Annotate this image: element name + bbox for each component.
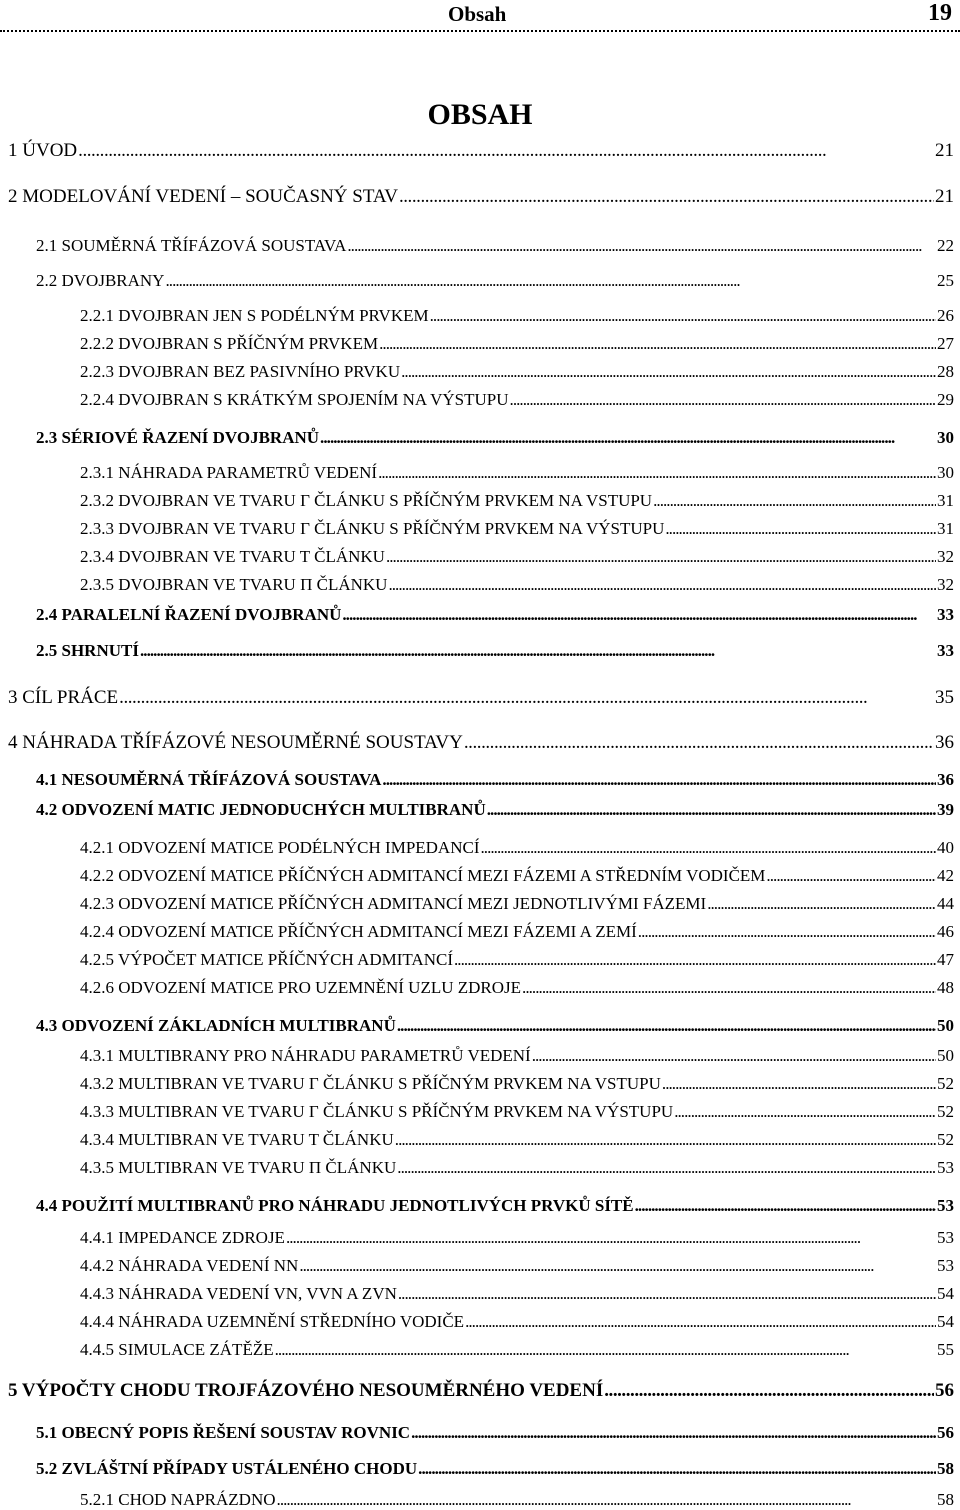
toc-entry[interactable]	[36, 1196, 954, 1216]
toc-dot-leader	[119, 687, 934, 709]
toc-entry-page: 47	[937, 950, 954, 969]
toc-entry-page: 30	[937, 428, 954, 447]
toc-entry-title: 5.2.1 CHOD NAPRÁZDNO	[80, 1490, 276, 1509]
toc-entry[interactable]	[80, 1046, 954, 1066]
toc-dot-leader	[480, 838, 936, 858]
toc-dot-leader	[388, 575, 936, 595]
toc-dot-leader	[347, 236, 936, 256]
toc-entry-page: 58	[937, 1459, 954, 1478]
toc-entry[interactable]	[80, 519, 954, 539]
toc-entry[interactable]	[80, 1256, 954, 1276]
toc-dot-leader	[78, 140, 934, 162]
toc-entry[interactable]	[36, 1459, 954, 1479]
toc-entry[interactable]	[80, 866, 954, 886]
toc-entry-title: 4.2.4 ODVOZENÍ MATICE PŘÍČNÝCH ADMITANCÍ MEZI FÁZEMI A ZEMÍ	[80, 922, 637, 941]
toc-entry-title: 4.2.2 ODVOZENÍ MATICE PŘÍČNÝCH ADMITANCÍ MEZI FÁZEMI A STŘEDNÍM VODIČEM	[80, 866, 766, 885]
toc-entry[interactable]	[80, 1490, 954, 1510]
toc-entry-page: 56	[935, 1380, 954, 1401]
toc-entry[interactable]	[80, 922, 954, 942]
toc-entry-title: 4.4.1 IMPEDANCE ZDROJE	[80, 1228, 285, 1247]
toc-entry-title: 2.3.2 DVOJBRAN VE TVARU Γ ČLÁNKU S PŘÍČNÝM PRVKEM NA VSTUPU	[80, 491, 653, 510]
toc-entry-title: 5 VÝPOČTY CHODU TROJFÁZOVÉHO NESOUMĚRNÉHO VEDENÍ	[8, 1380, 604, 1401]
toc-entry-title: 2.3.4 DVOJBRAN VE TVARU T ČLÁNKU	[80, 547, 385, 566]
toc-entry-page: 31	[937, 519, 954, 538]
page-title: OBSAH	[427, 98, 533, 131]
toc-entry-page: 21	[935, 186, 954, 207]
toc-entry-title: 4 NÁHRADA TŘÍFÁZOVÉ NESOUMĚRNÉ SOUSTAVY	[8, 732, 463, 753]
toc-entry-page: 22	[937, 236, 954, 255]
toc-entry-page: 40	[937, 838, 954, 857]
toc-entry[interactable]	[80, 1312, 954, 1332]
toc-entry[interactable]	[80, 1102, 954, 1122]
toc-entry-page: 32	[937, 547, 954, 566]
toc-entry-page: 25	[937, 271, 954, 290]
toc-entry-page: 33	[937, 641, 954, 660]
toc-entry[interactable]	[36, 1016, 954, 1036]
toc-entry[interactable]	[8, 1380, 954, 1402]
toc-entry-page: 27	[937, 334, 954, 353]
toc-entry[interactable]	[80, 1158, 954, 1178]
toc-entry-page: 53	[937, 1228, 954, 1247]
toc-entry[interactable]	[80, 306, 954, 326]
toc-dot-leader	[286, 1228, 936, 1248]
toc-entry[interactable]	[80, 838, 954, 858]
toc-dot-leader	[411, 1423, 936, 1443]
toc-dot-leader	[674, 1102, 936, 1122]
toc-entry[interactable]	[36, 800, 954, 820]
toc-dot-leader	[140, 641, 936, 661]
toc-dot-leader	[386, 547, 936, 567]
toc-entry-title: 4.4.2 NÁHRADA VEDENÍ NN	[80, 1256, 299, 1275]
toc-dot-leader	[342, 605, 936, 625]
toc-dot-leader	[299, 1256, 936, 1276]
toc-entry-title: 4.3.3 MULTIBRAN VE TVARU Γ ČLÁNKU S PŘÍČNÝM PRVKEM NA VÝSTUPU	[80, 1102, 674, 1121]
toc-entry-title: 2.4 PARALELNÍ ŘAZENÍ DVOJBRANŮ	[36, 605, 342, 624]
toc-entry-title: 4.2.6 ODVOZENÍ MATICE PRO UZEMNĚNÍ UZLU ZDROJE	[80, 978, 522, 997]
toc-entry-page: 54	[937, 1284, 954, 1303]
toc-entry[interactable]	[36, 236, 954, 256]
toc-entry[interactable]	[36, 428, 954, 448]
toc-entry-title: 4.2.1 ODVOZENÍ MATICE PODÉLNÝCH IMPEDANCÍ	[80, 838, 480, 857]
toc-entry-title: 2.5 SHRNUTÍ	[36, 641, 139, 660]
toc-entry-title: 4.2 ODVOZENÍ MATIC JEDNODUCHÝCH MULTIBRANŮ	[36, 800, 486, 819]
toc-dot-leader	[464, 732, 934, 754]
toc-entry-title: 4.4 POUŽITÍ MULTIBRANŮ PRO NÁHRADU JEDNOTLIVÝCH PRVKŮ SÍTĚ	[36, 1196, 634, 1215]
toc-dot-leader	[635, 1196, 936, 1216]
toc-entry[interactable]	[36, 1423, 954, 1443]
toc-entry-title: 2.1 SOUMĚRNÁ TŘÍFÁZOVÁ SOUSTAVA	[36, 236, 347, 255]
toc-entry-page: 39	[937, 800, 954, 819]
toc-entry-title: 5.2 ZVLÁŠTNÍ PŘÍPADY USTÁLENÉHO CHODU	[36, 1459, 418, 1478]
toc-dot-leader	[399, 186, 934, 208]
toc-dot-leader	[418, 1459, 936, 1479]
page-header	[0, 0, 960, 26]
toc-entry-page: 53	[937, 1256, 954, 1275]
toc-entry[interactable]	[8, 140, 954, 162]
toc-entry-page: 29	[937, 390, 954, 409]
toc-entry[interactable]	[36, 605, 954, 625]
toc-dot-leader	[395, 1130, 936, 1150]
toc-dot-leader	[532, 1046, 936, 1066]
toc-entry-page: 58	[937, 1490, 954, 1509]
toc-entry-page: 32	[937, 575, 954, 594]
toc-dot-leader	[522, 978, 936, 998]
header-rule	[0, 30, 960, 32]
toc-entry[interactable]	[36, 271, 954, 291]
toc-dot-leader	[378, 463, 936, 483]
toc-entry-page: 28	[937, 362, 954, 381]
toc-entry-title: 4.3.5 MULTIBRAN VE TVARU Π ČLÁNKU	[80, 1158, 397, 1177]
toc-entry-page: 36	[935, 732, 954, 753]
toc-entry[interactable]	[8, 687, 954, 709]
toc-entry-page: 42	[937, 866, 954, 885]
toc-entry[interactable]	[80, 362, 954, 382]
toc-entry[interactable]	[80, 575, 954, 595]
toc-entry[interactable]	[80, 334, 954, 354]
toc-entry[interactable]	[80, 978, 954, 998]
toc-dot-leader	[510, 390, 936, 410]
toc-dot-leader	[638, 922, 936, 942]
toc-entry-title: 4.3.4 MULTIBRAN VE TVARU T ČLÁNKU	[80, 1130, 394, 1149]
toc-entry-page: 44	[937, 894, 954, 913]
toc-dot-leader	[401, 362, 936, 382]
toc-entry-title: 5.1 OBECNÝ POPIS ŘEŠENÍ SOUSTAV ROVNIC	[36, 1423, 411, 1442]
toc-entry-page: 50	[937, 1046, 954, 1065]
toc-dot-leader	[397, 1016, 936, 1036]
toc-entry-page: 53	[937, 1158, 954, 1177]
toc-entry-title: 4.4.3 NÁHRADA VEDENÍ VN, VVN A ZVN	[80, 1284, 397, 1303]
toc-dot-leader	[604, 1380, 934, 1402]
toc-dot-leader	[320, 428, 936, 448]
toc-entry-page: 52	[937, 1130, 954, 1149]
toc-entry-title: 2.2.3 DVOJBRAN BEZ PASIVNÍHO PRVKU	[80, 362, 401, 381]
toc-dot-leader	[487, 800, 936, 820]
toc-entry-page: 36	[937, 770, 954, 789]
toc-entry[interactable]	[80, 1228, 954, 1248]
toc-dot-leader	[277, 1490, 936, 1510]
toc-dot-leader	[766, 866, 936, 886]
toc-entry-title: 4.4.4 NÁHRADA UZEMNĚNÍ STŘEDNÍHO VODIČE	[80, 1312, 465, 1331]
toc-entry-page: 26	[937, 306, 954, 325]
toc-entry-title: 2.3.1 NÁHRADA PARAMETRŮ VEDENÍ	[80, 463, 378, 482]
toc-entry-title: 4.3 ODVOZENÍ ZÁKLADNÍCH MULTIBRANŮ	[36, 1016, 396, 1035]
toc-entry-title: 4.2.3 ODVOZENÍ MATICE PŘÍČNÝCH ADMITANCÍ MEZI JEDNOTLIVÝMI FÁZEMI	[80, 894, 707, 913]
toc-entry-title: 1 ÚVOD	[8, 140, 78, 161]
toc-entry-title: 2.2 DVOJBRANY	[36, 271, 165, 290]
toc-dot-leader	[465, 1312, 936, 1332]
toc-entry[interactable]	[36, 770, 954, 790]
toc-entry-title: 3 CÍL PRÁCE	[8, 687, 119, 708]
toc-entry-title: 4.2.5 VÝPOČET MATICE PŘÍČNÝCH ADMITANCÍ	[80, 950, 453, 969]
toc-entry[interactable]	[36, 641, 954, 661]
toc-entry-page: 52	[937, 1102, 954, 1121]
toc-entry-title: 4.4.5 SIMULACE ZÁTĚŽE	[80, 1340, 274, 1359]
toc-entry-page: 46	[937, 922, 954, 941]
toc-dot-leader	[707, 894, 936, 914]
toc-entry-title: 2.2.2 DVOJBRAN S PŘÍČNÝM PRVKEM	[80, 334, 379, 353]
toc-dot-leader	[653, 491, 936, 511]
toc-entry[interactable]	[80, 1284, 954, 1304]
toc-dot-leader	[662, 1074, 936, 1094]
toc-dot-leader	[382, 770, 936, 790]
toc-entry-title: 4.1 NESOUMĚRNÁ TŘÍFÁZOVÁ SOUSTAVA	[36, 770, 382, 789]
toc-entry[interactable]	[80, 390, 954, 410]
toc-entry[interactable]	[80, 1130, 954, 1150]
toc-entry-title: 2.3.5 DVOJBRAN VE TVARU Π ČLÁNKU	[80, 575, 388, 594]
toc-entry-title: 2 MODELOVÁNÍ VEDENÍ – SOUČASNÝ STAV	[8, 186, 398, 207]
toc-entry[interactable]	[80, 463, 954, 483]
toc-dot-leader	[165, 271, 936, 291]
toc-entry-title: 4.3.1 MULTIBRANY PRO NÁHRADU PARAMETRŮ VEDENÍ	[80, 1046, 531, 1065]
toc-dot-leader	[398, 1284, 936, 1304]
toc-entry-page: 48	[937, 978, 954, 997]
toc-entry[interactable]	[80, 894, 954, 914]
toc-entry[interactable]	[80, 1074, 954, 1094]
toc-dot-leader	[397, 1158, 936, 1178]
toc-entry-title: 2.2.4 DVOJBRAN S KRÁTKÝM SPOJENÍM NA VÝSTUPU	[80, 390, 509, 409]
toc-entry-page: 56	[937, 1423, 954, 1442]
toc-dot-leader	[275, 1340, 936, 1360]
toc-dot-leader	[454, 950, 936, 970]
toc-entry-page: 50	[937, 1016, 954, 1035]
toc-entry-page: 53	[937, 1196, 954, 1215]
toc-dot-leader	[665, 519, 936, 539]
toc-entry-page: 21	[935, 140, 954, 161]
toc-entry-title: 2.3.3 DVOJBRAN VE TVARU Γ ČLÁNKU S PŘÍČNÝM PRVKEM NA VÝSTUPU	[80, 519, 665, 538]
toc-entry-page: 55	[937, 1340, 954, 1359]
toc-entry[interactable]	[80, 491, 954, 511]
toc-entry-page: 52	[937, 1074, 954, 1093]
toc-dot-leader	[379, 334, 936, 354]
header-page-number: 19	[928, 0, 952, 26]
toc-entry[interactable]	[80, 950, 954, 970]
toc-entry-page: 33	[937, 605, 954, 624]
toc-entry-page: 54	[937, 1312, 954, 1331]
toc-dot-leader	[430, 306, 936, 326]
toc-entry-title: 4.3.2 MULTIBRAN VE TVARU Γ ČLÁNKU S PŘÍČNÝM PRVKEM NA VSTUPU	[80, 1074, 661, 1093]
toc-entry-page: 30	[937, 463, 954, 482]
header-title: Obsah	[448, 2, 507, 26]
toc-entry[interactable]	[8, 732, 954, 754]
toc-entry-title: 2.2.1 DVOJBRAN JEN S PODÉLNÝM PRVKEM	[80, 306, 429, 325]
toc-entry[interactable]	[80, 1340, 954, 1360]
toc-entry[interactable]	[80, 547, 954, 567]
toc-entry[interactable]	[8, 186, 954, 208]
toc-entry-title: 2.3 SÉRIOVÉ ŘAZENÍ DVOJBRANŮ	[36, 428, 320, 447]
toc-entry-page: 35	[935, 687, 954, 708]
toc-entry-page: 31	[937, 491, 954, 510]
